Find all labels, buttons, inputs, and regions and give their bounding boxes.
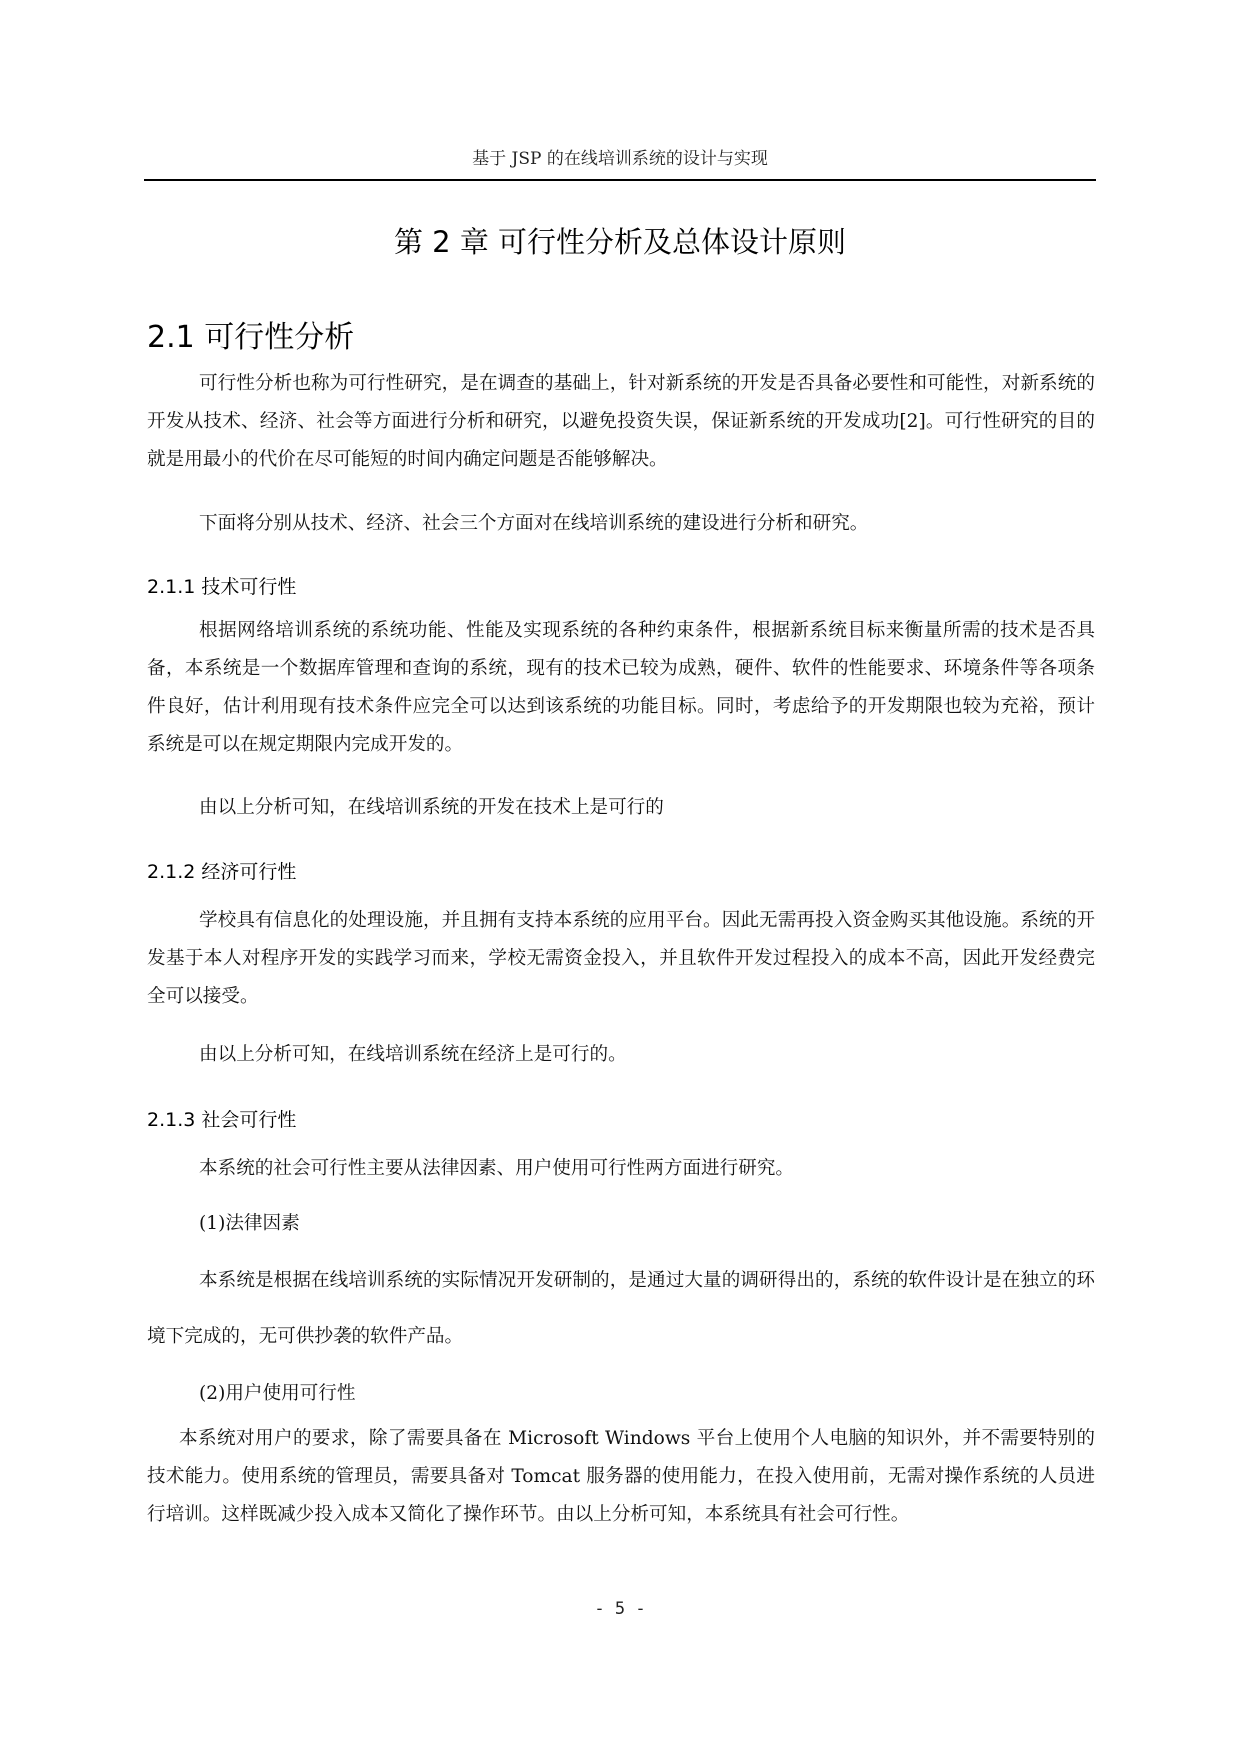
page-number: - 5 -	[594, 1599, 646, 1619]
section-heading-2-1-3: 2.1.3 社会可行性	[147, 1109, 297, 1131]
running-header: 基于 JSP 的在线培训系统的设计与实现	[472, 149, 768, 169]
paragraph-technical-feasibility: 根据网络培训系统的系统功能、性能及实现系统的各种约束条件，根据新系统目标来衡量所需的技术是否具备，本系统是一个数据库管理和查询的系统，现有的技术已较为成熟，硬件、软件的性能要求、环境条件等各项条件良好，估计利用现有技术条件应完全可以达到该系统的功能目标。同时，考虑给予的开发期限也较为充裕，预计系统是可以在规定期限内完成开发的。	[147, 620, 1095, 755]
paragraph-technical-conclusion: 由以上分析可知，在线培训系统的开发在技术上是可行的	[199, 797, 664, 818]
section-heading-2-1: 2.1 可行性分析	[147, 320, 355, 355]
paragraph-legal-factors: 本系统是根据在线培训系统的实际情况开发研制的，是通过大量的调研得出的，系统的软件设计是在独立的环境下完成的，无可供抄袭的软件产品。	[147, 1270, 1095, 1347]
subheading-user-feasibility: (2)用户使用可行性	[199, 1383, 356, 1404]
section-heading-2-1-2: 2.1.2 经济可行性	[147, 861, 297, 883]
subheading-legal-factors: (1)法律因素	[199, 1213, 300, 1234]
section-heading-2-1-1: 2.1.1 技术可行性	[147, 576, 297, 598]
paragraph-economic-conclusion: 由以上分析可知，在线培训系统在经济上是可行的。	[199, 1044, 627, 1065]
header-divider	[144, 179, 1096, 181]
chapter-title: 第 2 章 可行性分析及总体设计原则	[393, 225, 847, 259]
paragraph-user-feasibility: 本系统对用户的要求，除了需要具备在 Microsoft Windows 平台上使用个人电脑的知识外，并不需要特别的技术能力。使用系统的管理员，需要具备对 Tomcat 服务器的使用能力，在投入使用前，无需对操作系统的人员进行培训。这样既减少投入成本又简化了操作环节。由以上分析可知，本系统具有社会可行性。	[147, 1428, 1095, 1525]
paragraph-feasibility-definition: 可行性分析也称为可行性研究，是在调查的基础上，针对新系统的开发是否具备必要性和可能性，对新系统的开发从技术、经济、社会等方面进行分析和研究，以避免投资失误，保证新系统的开发成功[2]。可行性研究的目的就是用最小的代价在尽可能短的时间内确定问题是否能够解决。	[147, 373, 1095, 470]
paragraph-social-intro: 本系统的社会可行性主要从法律因素、用户使用可行性两方面进行研究。	[199, 1158, 795, 1179]
paragraph-feasibility-overview: 下面将分别从技术、经济、社会三个方面对在线培训系统的建设进行分析和研究。	[199, 513, 869, 534]
paragraph-economic-feasibility: 学校具有信息化的处理设施，并且拥有支持本系统的应用平台。因此无需再投入资金购买其他设施。系统的开发基于本人对程序开发的实践学习而来，学校无需资金投入，并且软件开发过程投入的成本不高，因此开发经费完全可以接受。	[147, 910, 1095, 1007]
